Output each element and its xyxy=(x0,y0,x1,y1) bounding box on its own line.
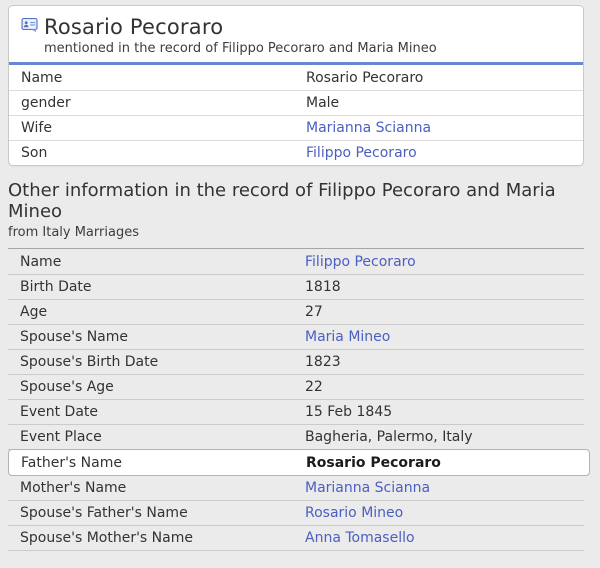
row-label: gender xyxy=(21,95,71,111)
row-label: Spouse's Birth Date xyxy=(20,354,159,370)
row-value: Rosario Pecoraro xyxy=(306,69,424,86)
row-value-link[interactable]: Filippo Pecoraro xyxy=(305,254,416,270)
table-row xyxy=(8,275,584,300)
row-value: Bagheria, Palermo, Italy xyxy=(305,429,473,445)
section-source: from Italy Marriages xyxy=(8,225,139,240)
table-row xyxy=(8,476,584,501)
row-label: Wife xyxy=(21,120,52,136)
table-row-highlighted xyxy=(8,449,590,476)
row-label: Son xyxy=(21,145,48,161)
row-value-link[interactable]: Marianna Scianna xyxy=(306,120,432,136)
row-value-link[interactable]: Marianna Scianna xyxy=(305,480,431,496)
row-label: Spouse's Father's Name xyxy=(20,505,188,521)
table-row xyxy=(9,65,583,90)
page-subtitle: mentioned in the record of Filippo Pecoraro and Maria Mineo xyxy=(44,41,437,56)
table-row xyxy=(9,115,583,140)
person-record-card xyxy=(8,5,584,166)
table-row xyxy=(8,300,584,325)
table-row xyxy=(8,526,584,551)
table-row xyxy=(8,400,584,425)
table-row xyxy=(8,501,584,526)
person-facts-table xyxy=(9,65,583,165)
row-label: Spouse's Name xyxy=(20,329,129,345)
table-row xyxy=(9,90,583,115)
table-row xyxy=(8,350,584,375)
row-label: Birth Date xyxy=(20,279,92,295)
row-value: 15 Feb 1845 xyxy=(305,404,393,420)
row-value-link[interactable]: Filippo Pecoraro xyxy=(306,145,417,161)
table-row xyxy=(9,140,583,165)
table-row xyxy=(8,375,584,400)
section-heading: Other information in the record of Filippo Pecoraro and Maria Mineo xyxy=(8,180,556,222)
row-value: 27 xyxy=(305,304,323,320)
row-label: Event Place xyxy=(20,429,102,445)
row-label: Father's Name xyxy=(21,454,122,471)
table-row xyxy=(8,425,584,450)
row-value: 1818 xyxy=(305,279,341,295)
section-divider xyxy=(8,248,584,249)
record-card-header xyxy=(9,6,583,62)
row-value-link[interactable]: Anna Tomasello xyxy=(305,530,415,546)
other-info-table xyxy=(8,250,584,551)
row-value: Male xyxy=(306,95,340,111)
row-value-link[interactable]: Maria Mineo xyxy=(305,329,391,345)
row-value: 22 xyxy=(305,379,323,395)
row-value: 1823 xyxy=(305,354,341,370)
row-label: Age xyxy=(20,304,48,320)
table-row xyxy=(8,250,584,275)
record-card-titles xyxy=(44,14,437,57)
table-row xyxy=(8,325,584,350)
row-value-link[interactable]: Rosario Mineo xyxy=(305,505,404,521)
row-label: Spouse's Mother's Name xyxy=(20,530,193,546)
row-label: Event Date xyxy=(20,404,99,420)
page-title: Rosario Pecoraro xyxy=(44,15,224,39)
record-card-icon xyxy=(21,18,38,33)
row-label: Spouse's Age xyxy=(20,379,114,395)
row-label: Name xyxy=(20,254,62,270)
row-label: Mother's Name xyxy=(20,480,127,496)
row-label: Name xyxy=(21,69,63,86)
row-value: Rosario Pecoraro xyxy=(306,454,441,471)
